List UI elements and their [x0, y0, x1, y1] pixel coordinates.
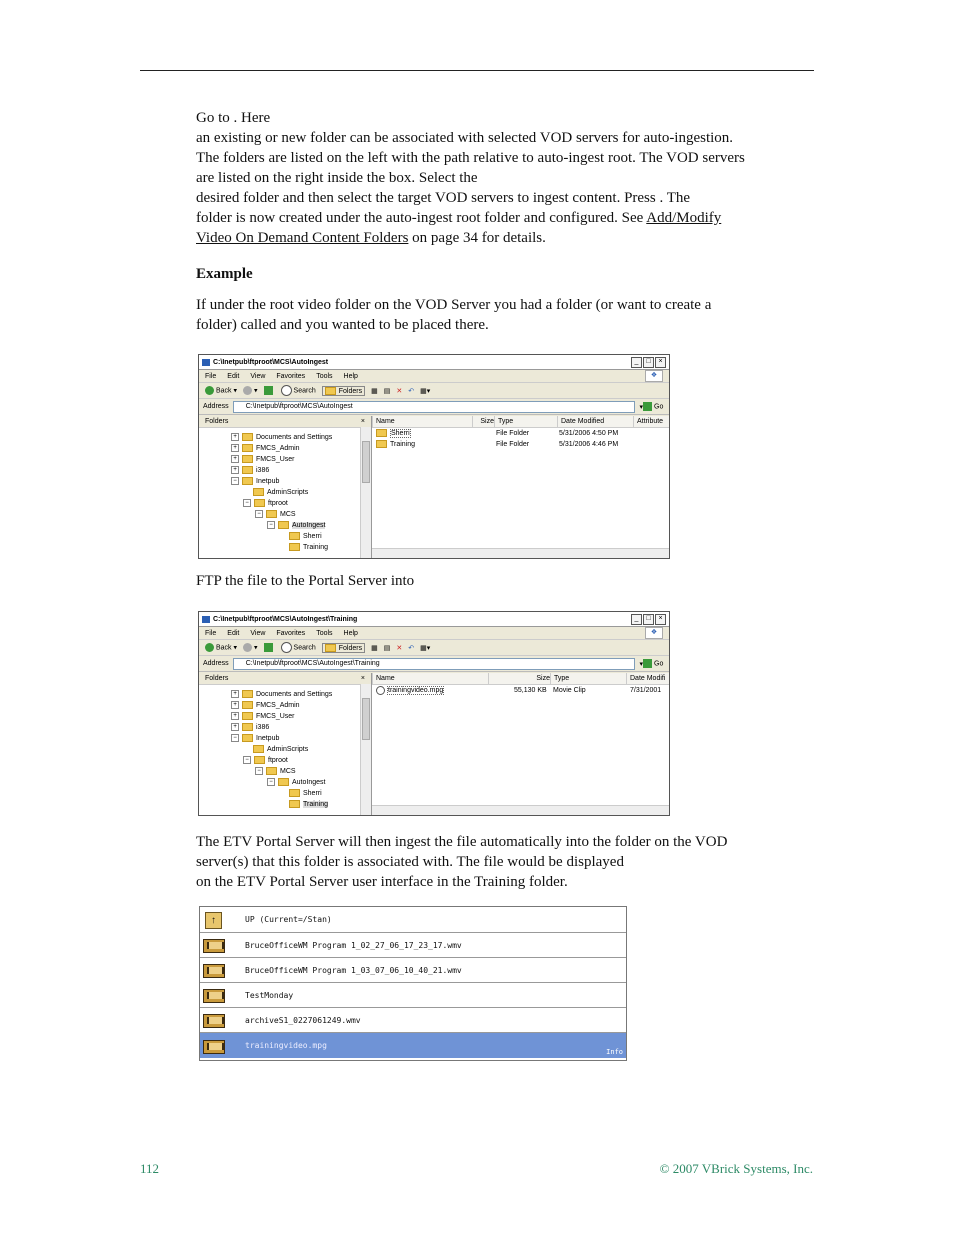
collapse-icon[interactable]: −: [231, 477, 239, 485]
tree-label: AdminScripts: [267, 746, 309, 753]
collapse-icon[interactable]: −: [267, 521, 275, 529]
tree-node[interactable]: [289, 532, 322, 542]
collapse-icon[interactable]: −: [231, 734, 239, 742]
forward-button[interactable]: ▾: [243, 386, 258, 395]
column-attribute[interactable]: Attribute: [633, 416, 670, 427]
tree-label: Sherri: [303, 533, 322, 540]
forward-arrow-icon: [243, 386, 252, 395]
folder-icon: [253, 745, 264, 753]
forward-arrow-icon: [243, 643, 252, 652]
list-item-up[interactable]: [200, 907, 626, 933]
tree-node[interactable]: [289, 789, 322, 799]
expand-icon[interactable]: +: [231, 466, 239, 474]
expand-icon[interactable]: +: [231, 690, 239, 698]
menu-help[interactable]: Help: [343, 629, 358, 637]
collapse-icon[interactable]: −: [243, 499, 251, 507]
menu-edit[interactable]: Edit: [227, 372, 240, 380]
tree-label: Training: [303, 544, 329, 551]
up-folder-icon: ↑: [203, 912, 223, 928]
collapse-icon[interactable]: −: [243, 756, 251, 764]
add-modify-link[interactable]: Add/Modify: [646, 210, 722, 226]
address-label: Address: [203, 403, 229, 410]
vod-content-folders-link[interactable]: Video On Demand Content Folders: [196, 230, 409, 246]
address-bar: [199, 656, 669, 672]
folders-button[interactable]: Folders: [322, 643, 365, 653]
tree-node[interactable]: [231, 433, 332, 443]
menu-edit[interactable]: Edit: [227, 629, 240, 637]
maximize-button[interactable]: □: [643, 357, 654, 368]
back-button[interactable]: Back ▾: [205, 643, 237, 652]
film-icon: [203, 937, 223, 953]
explorer-window-autoingest: [198, 354, 670, 559]
info-link[interactable]: Info: [606, 1048, 623, 1056]
undo-icon[interactable]: ↶: [408, 387, 415, 395]
expand-icon[interactable]: +: [231, 433, 239, 441]
folders-label: Folders: [205, 418, 229, 425]
tree-node[interactable]: [253, 745, 308, 755]
file-list-pane: [372, 416, 669, 558]
tree-node[interactable]: [231, 477, 279, 487]
folders-icon: [325, 387, 336, 395]
up-folder-button[interactable]: [264, 386, 275, 395]
undo-icon[interactable]: ↶: [408, 644, 415, 652]
toolbar: [199, 640, 669, 656]
intro-line-3: The folders are listed on the left with the path relative to auto-ingest root. The VOD servers: [196, 150, 745, 166]
tree-node[interactable]: [231, 701, 300, 711]
delete-icon[interactable]: ✕: [396, 387, 403, 395]
close-button[interactable]: ×: [655, 357, 666, 368]
title-bar: [199, 612, 669, 627]
list-item[interactable]: [200, 933, 626, 958]
menu-bar: [199, 627, 669, 640]
scroll-thumb[interactable]: [362, 698, 370, 740]
menu-favorites[interactable]: Favorites: [276, 629, 306, 637]
tree-label: i386: [256, 724, 270, 731]
menu-view[interactable]: View: [250, 372, 266, 380]
menu-help[interactable]: Help: [343, 372, 358, 380]
expand-icon[interactable]: +: [231, 444, 239, 452]
search-icon: [281, 642, 292, 653]
tree-node[interactable]: [289, 543, 328, 553]
folder-icon: [289, 543, 300, 551]
go-arrow-icon: [643, 402, 652, 411]
move-to-icon[interactable]: ▦: [371, 644, 378, 652]
folders-scrollbar[interactable]: [360, 427, 371, 558]
maximize-button[interactable]: □: [643, 614, 654, 625]
item-size: 55,130 KB: [514, 687, 547, 694]
go-arrow-icon: [643, 659, 652, 668]
item-date: 5/31/2006 4:46 PM: [559, 441, 619, 448]
item-label: archiveS1_0227061249.wmv: [245, 1015, 361, 1025]
horizontal-scrollbar[interactable]: [372, 548, 669, 558]
header-rule: [140, 70, 814, 71]
address-bar: [199, 399, 669, 415]
list-item[interactable]: [200, 958, 626, 983]
portal-file-list: [199, 906, 627, 1061]
window-title: C:\Inetpub\ftproot\MCS\AutoIngest: [213, 358, 329, 366]
tree-label: ftproot: [268, 757, 288, 764]
intro-paragraph: [196, 108, 812, 248]
page-number: 112: [140, 1161, 160, 1176]
column-type[interactable]: Type: [550, 673, 626, 684]
tree-label: Inetpub: [256, 478, 280, 485]
go-button[interactable]: Go: [643, 659, 669, 668]
item-name: Sherri: [376, 429, 411, 439]
list-item-selected[interactable]: [200, 1033, 626, 1058]
item-label: UP (Current=/Stan): [245, 915, 332, 924]
item-date: 7/31/2001: [630, 687, 662, 694]
tree-label: MCS: [280, 511, 296, 518]
up-arrow-icon: [264, 386, 273, 395]
folder-icon: [242, 723, 253, 731]
tree-node[interactable]: [267, 778, 325, 788]
scroll-thumb[interactable]: [362, 441, 370, 483]
back-arrow-icon: [205, 643, 214, 652]
folder-icon: [266, 767, 277, 775]
tree-node[interactable]: [255, 510, 296, 520]
item-label: BruceOfficeWM Program 1_02_27_06_17_23_17.wmv: [245, 940, 462, 950]
delete-icon[interactable]: ✕: [396, 644, 403, 652]
folders-label: Folders: [205, 675, 229, 682]
page-reference: on page 34 for details.: [408, 230, 546, 246]
list-item[interactable]: [200, 983, 626, 1008]
list-item[interactable]: [372, 440, 669, 450]
address-label: Address: [203, 660, 229, 667]
folder-icon: [376, 440, 387, 448]
tree-label: Documents and Settings: [256, 434, 333, 441]
folder-icon: [266, 510, 277, 518]
item-type: Movie Clip: [553, 687, 586, 694]
folder-icon: [254, 499, 265, 507]
tree-label: Inetpub: [256, 735, 280, 742]
address-dropdown-icon[interactable]: ▾: [639, 660, 643, 668]
search-button[interactable]: Search: [281, 642, 316, 653]
move-to-icon[interactable]: ▦: [371, 387, 378, 395]
tree-node[interactable]: [231, 690, 332, 700]
folder-icon: [242, 466, 253, 474]
intro-line-5: desired folder and then select the target VOD servers to ingest content. Press . The: [196, 190, 691, 206]
tree-label: FMCS_User: [256, 456, 295, 463]
folders-icon: [325, 644, 336, 652]
up-folder-button[interactable]: [264, 643, 275, 652]
ftp-line: FTP the file to the Portal Server into: [196, 573, 415, 589]
column-size[interactable]: Size: [488, 673, 552, 684]
folders-pane-header: [199, 416, 371, 428]
folders-button[interactable]: Folders: [322, 386, 365, 396]
tree-node[interactable]: [231, 734, 279, 744]
address-dropdown-icon[interactable]: ▾: [639, 403, 643, 411]
closing-line-2: server(s) that this folder is associated with. The file would be displayed: [196, 854, 624, 870]
intro-line-7: [196, 228, 812, 248]
title-bar: [199, 355, 669, 370]
file-list-pane: [372, 673, 669, 815]
address-field[interactable]: C:\Inetpub\ftproot\MCS\AutoIngest: [233, 401, 636, 413]
folder-icon: [242, 734, 253, 742]
example-paragraph: [196, 295, 812, 335]
intro-line-4: are listed on the right inside the box. Select the: [196, 170, 478, 186]
tree-node[interactable]: [231, 712, 295, 722]
folder-icon: [242, 455, 253, 463]
item-name: trainingvideo.mpg: [376, 686, 444, 696]
folders-pane: [199, 673, 372, 815]
item-label: TestMonday: [245, 990, 294, 1000]
column-name[interactable]: Name: [372, 673, 488, 684]
intro-line-6-text: folder is now created under the auto-ingest root folder and configured. See: [196, 210, 647, 226]
panes: [199, 673, 669, 815]
folder-icon: [376, 429, 387, 437]
expand-icon[interactable]: +: [231, 712, 239, 720]
windows-logo-icon: ❖: [645, 627, 663, 639]
tree-label: AdminScripts: [267, 489, 309, 496]
close-folders-pane-button[interactable]: ×: [360, 675, 365, 682]
menu-file[interactable]: File: [205, 629, 217, 637]
address-field[interactable]: C:\Inetpub\ftproot\MCS\AutoIngest\Training: [233, 658, 636, 670]
column-name[interactable]: Name: [372, 416, 476, 427]
up-arrow-icon: [264, 643, 273, 652]
collapse-icon[interactable]: −: [267, 778, 275, 786]
menu-view[interactable]: View: [250, 629, 266, 637]
intro-line-2: an existing or new folder can be associated with selected VOD servers for auto-ingestion.: [196, 130, 734, 146]
item-type: File Folder: [496, 441, 530, 448]
folder-window-icon: [202, 359, 210, 366]
item-type: File Folder: [496, 430, 530, 437]
list-item[interactable]: [372, 686, 669, 696]
film-icon: [203, 987, 223, 1003]
film-icon: [203, 1038, 223, 1054]
horizontal-scrollbar[interactable]: [372, 805, 669, 815]
item-name: Training: [376, 440, 415, 450]
tree-label: FMCS_User: [256, 713, 295, 720]
search-icon: [281, 385, 292, 396]
minimize-button[interactable]: _: [631, 614, 642, 625]
folders-pane: [199, 416, 372, 558]
tree-label: AutoIngest: [292, 779, 326, 786]
folder-icon: [289, 800, 300, 808]
tree-node[interactable]: [253, 488, 308, 498]
intro-line-1: Go to . Here: [196, 110, 271, 126]
folder-icon: [242, 444, 253, 452]
views-icon[interactable]: ▦▾: [420, 644, 431, 652]
tree-label: Documents and Settings: [256, 691, 333, 698]
tree-label: Training: [303, 801, 329, 808]
copyright: © 2007 VBrick Systems, Inc.: [659, 1161, 813, 1176]
list-header: [372, 416, 669, 428]
views-icon[interactable]: ▦▾: [420, 387, 431, 395]
folder-icon: [242, 701, 253, 709]
tree-node[interactable]: [255, 767, 296, 777]
tree-label: ftproot: [268, 500, 288, 507]
collapse-icon[interactable]: −: [255, 510, 263, 518]
folders-pane-header: [199, 673, 371, 685]
menu-tools[interactable]: Tools: [316, 372, 333, 380]
expand-icon[interactable]: +: [231, 455, 239, 463]
folder-icon: [253, 488, 264, 496]
explorer-window-training: [198, 611, 670, 816]
tree-node[interactable]: [243, 756, 288, 766]
film-icon: [203, 1012, 223, 1028]
folder-icon: [242, 477, 253, 485]
tree-label: AutoIngest: [292, 522, 326, 529]
tree-node[interactable]: [231, 466, 269, 476]
list-item[interactable]: [372, 429, 669, 439]
tree-node-selected[interactable]: [267, 521, 325, 531]
expand-icon[interactable]: +: [231, 723, 239, 731]
tree-node[interactable]: [231, 444, 300, 454]
close-folders-pane-button[interactable]: ×: [360, 418, 365, 425]
tree-node-selected[interactable]: [289, 800, 328, 810]
go-button[interactable]: Go: [643, 402, 669, 411]
copy-to-icon[interactable]: ▤: [383, 387, 391, 395]
column-size[interactable]: Size: [472, 416, 496, 427]
tree-label: Sherri: [303, 790, 322, 797]
tree-label: FMCS_Admin: [256, 702, 300, 709]
back-button[interactable]: Back ▾: [205, 386, 237, 395]
panes: [199, 416, 669, 558]
item-date: 5/31/2006 4:50 PM: [559, 430, 619, 437]
windows-logo-icon: ❖: [645, 370, 663, 382]
folder-icon: [289, 532, 300, 540]
folders-scrollbar[interactable]: [360, 684, 371, 815]
toolbar: [199, 383, 669, 399]
tree-label: i386: [256, 467, 270, 474]
search-button[interactable]: Search: [281, 385, 316, 396]
menu-tools[interactable]: Tools: [316, 629, 333, 637]
menu-bar: [199, 370, 669, 383]
tree-node[interactable]: [243, 499, 288, 509]
closing-paragraph: [196, 832, 812, 892]
folder-icon: [278, 778, 289, 786]
item-label: BruceOfficeWM Program 1_03_07_06_10_40_21.wmv: [245, 965, 462, 975]
menu-file[interactable]: File: [205, 372, 217, 380]
example-heading: Example: [196, 266, 253, 282]
tree-label: FMCS_Admin: [256, 445, 300, 452]
close-button[interactable]: ×: [655, 614, 666, 625]
folder-icon: [242, 690, 253, 698]
tree-node[interactable]: [231, 455, 295, 465]
example-line-1: If under the root video folder on the VOD Server you had a folder (or want to create a: [196, 297, 712, 313]
window-title: C:\Inetpub\ftproot\MCS\AutoIngest\Training: [213, 615, 358, 623]
list-header: [372, 673, 669, 685]
closing-line-3: on the ETV Portal Server user interface in the Training folder.: [196, 874, 568, 890]
copy-to-icon[interactable]: ▤: [383, 644, 391, 652]
folder-icon: [242, 712, 253, 720]
expand-icon[interactable]: +: [231, 701, 239, 709]
column-date-modified[interactable]: Date Modified: [557, 416, 631, 427]
collapse-icon[interactable]: −: [255, 767, 263, 775]
example-line-2: folder) called and you wanted to be placed there.: [196, 317, 489, 333]
column-type[interactable]: Type: [494, 416, 558, 427]
movie-clip-icon: [376, 686, 385, 695]
folder-icon: [278, 521, 289, 529]
closing-line-1: The ETV Portal Server will then ingest the file automatically into the folder on the VOD: [196, 834, 728, 850]
list-item[interactable]: [200, 1008, 626, 1033]
tree-node[interactable]: [231, 723, 269, 733]
item-label: trainingvideo.mpg: [245, 1041, 327, 1050]
intro-line-6: [196, 208, 812, 228]
back-arrow-icon: [205, 386, 214, 395]
film-icon: [203, 962, 223, 978]
folder-icon: [254, 756, 265, 764]
menu-favorites[interactable]: Favorites: [276, 372, 306, 380]
minimize-button[interactable]: _: [631, 357, 642, 368]
folder-icon: [242, 433, 253, 441]
folder-icon: [289, 789, 300, 797]
forward-button[interactable]: ▾: [243, 643, 258, 652]
folder-window-icon: [202, 616, 210, 623]
column-date-modified[interactable]: Date Modifi: [626, 673, 670, 684]
tree-label: MCS: [280, 768, 296, 775]
ftp-paragraph: [196, 571, 812, 591]
